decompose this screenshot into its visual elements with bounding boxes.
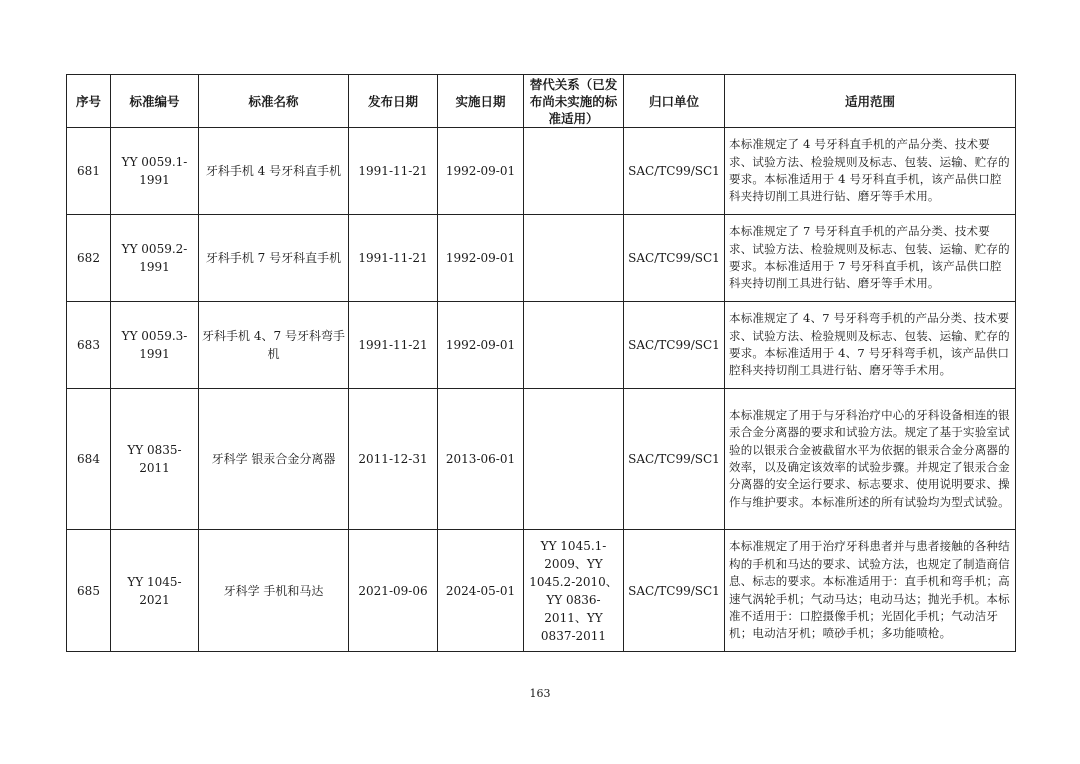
table-header-row (67, 75, 1016, 128)
cell-replace (524, 215, 624, 302)
header-replace: 替代关系（已发布尚未实施的标准适用） (524, 75, 624, 128)
cell-implement-date: 1992-09-01 (438, 215, 524, 302)
header-scope: 适用范围 (725, 75, 1016, 128)
table-row (67, 128, 1016, 215)
cell-publish-date: 1991-11-21 (349, 302, 438, 389)
cell-code: YY 0059.3-1991 (111, 302, 199, 389)
cell-name: 牙科手机 4 号牙科直手机 (199, 128, 349, 215)
header-seq: 序号 (67, 75, 111, 128)
header-publish-date: 发布日期 (349, 75, 438, 128)
cell-seq: 684 (67, 389, 111, 530)
table-row (67, 302, 1016, 389)
cell-unit: SAC/TC99/SC1 (624, 530, 725, 652)
cell-name: 牙科学 手机和马达 (199, 530, 349, 652)
header-code: 标准编号 (111, 75, 199, 128)
cell-unit: SAC/TC99/SC1 (624, 389, 725, 530)
cell-scope: 本标准规定了 4、7 号牙科弯手机的产品分类、技术要求、试验方法、检验规则及标志、包装、运输、贮存的要求。本标准适用于 4、7 号牙科弯手机，该产品供口腔科夹持切削工具进行钻、磨牙等手术用。 (725, 302, 1016, 389)
header-implement-date: 实施日期 (438, 75, 524, 128)
cell-scope: 本标准规定了 4 号牙科直手机的产品分类、技术要求、试验方法、检验规则及标志、包装、运输、贮存的要求。本标准适用于 4 号牙科直手机，该产品供口腔科夹持切削工具进行钻、磨牙等手术用。 (725, 128, 1016, 215)
standards-table (66, 74, 1016, 652)
cell-replace (524, 302, 624, 389)
table-row (67, 215, 1016, 302)
cell-code: YY 0059.2-1991 (111, 215, 199, 302)
cell-seq: 685 (67, 530, 111, 652)
cell-replace: YY 1045.1-2009、YY 1045.2-2010、YY 0836-2011、YY 0837-2011 (524, 530, 624, 652)
cell-scope: 本标准规定了用于与牙科治疗中心的牙科设备相连的银汞合金分离器的要求和试验方法。规定了基于实验室试验的以银汞合金被截留水平为依据的银汞合金分离器的效率，以及确定该效率的试验步骤。并规定了银汞合金分离器的安全运行要求、标志要求、使用说明要求、操作与维护要求。本标准所述的所有试验均为型式试验。 (725, 389, 1016, 530)
cell-name: 牙科手机 7 号牙科直手机 (199, 215, 349, 302)
cell-scope: 本标准规定了 7 号牙科直手机的产品分类、技术要求、试验方法、检验规则及标志、包装、运输、贮存的要求。本标准适用于 7 号牙科直手机，该产品供口腔科夹持切削工具进行钻、磨牙等手术用。 (725, 215, 1016, 302)
cell-implement-date: 1992-09-01 (438, 128, 524, 215)
cell-code: YY 0835-2011 (111, 389, 199, 530)
cell-implement-date: 2013-06-01 (438, 389, 524, 530)
cell-publish-date: 2021-09-06 (349, 530, 438, 652)
table-row (67, 389, 1016, 530)
table-row (67, 530, 1016, 652)
cell-name: 牙科手机 4、7 号牙科弯手机 (199, 302, 349, 389)
cell-unit: SAC/TC99/SC1 (624, 128, 725, 215)
cell-replace (524, 128, 624, 215)
cell-code: YY 0059.1-1991 (111, 128, 199, 215)
cell-publish-date: 1991-11-21 (349, 128, 438, 215)
cell-publish-date: 2011-12-31 (349, 389, 438, 530)
cell-name: 牙科学 银汞合金分离器 (199, 389, 349, 530)
cell-unit: SAC/TC99/SC1 (624, 215, 725, 302)
header-unit: 归口单位 (624, 75, 725, 128)
cell-unit: SAC/TC99/SC1 (624, 302, 725, 389)
cell-code: YY 1045-2021 (111, 530, 199, 652)
header-name: 标准名称 (199, 75, 349, 128)
cell-replace (524, 389, 624, 530)
cell-publish-date: 1991-11-21 (349, 215, 438, 302)
page-number: 163 (529, 687, 551, 700)
cell-implement-date: 1992-09-01 (438, 302, 524, 389)
cell-seq: 682 (67, 215, 111, 302)
cell-seq: 683 (67, 302, 111, 389)
cell-seq: 681 (67, 128, 111, 215)
cell-implement-date: 2024-05-01 (438, 530, 524, 652)
cell-scope: 本标准规定了用于治疗牙科患者并与患者接触的各种结构的手机和马达的要求、试验方法，也规定了制造商信息、标志的要求。本标准适用于：直手机和弯手机；高速气涡轮手机；气动马达；电动马达；抛光手机。本标准不适用于：口腔摄像手机；光固化手机；气动洁牙机；电动洁牙机；喷砂手机；多功能喷枪。 (725, 530, 1016, 652)
